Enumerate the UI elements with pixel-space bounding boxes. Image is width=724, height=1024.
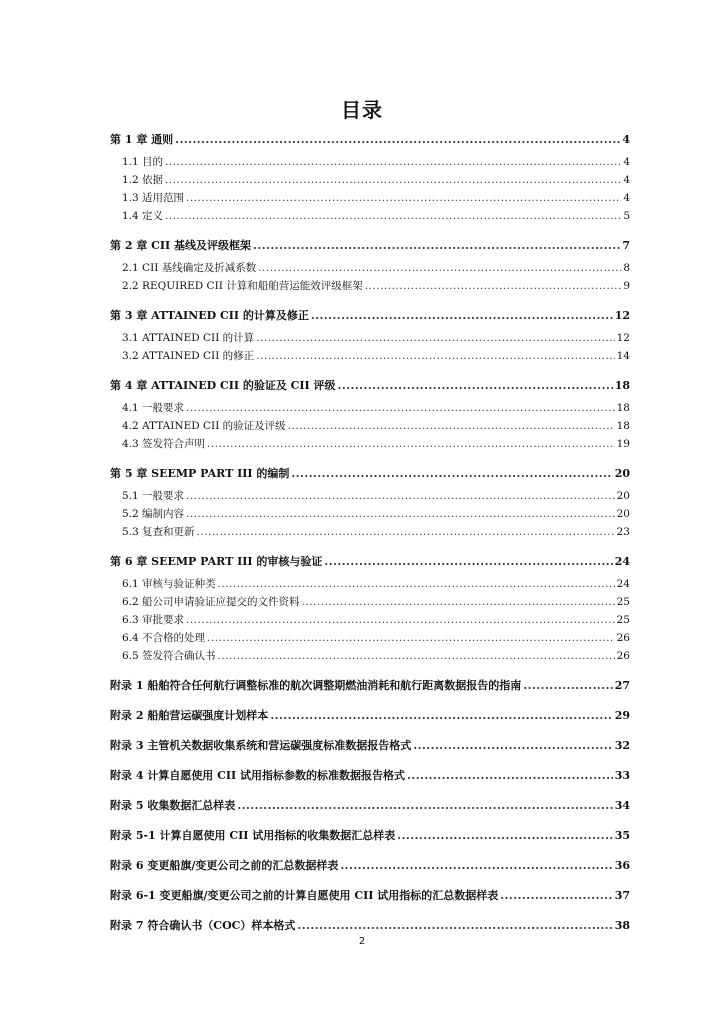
- toc-leader-dots: [165, 154, 621, 170]
- toc-leader-dots: [256, 330, 614, 346]
- toc-leader-dots: [311, 308, 613, 324]
- toc-leader-dots: [186, 190, 621, 206]
- toc-entry-label: 附录 4 计算自愿使用 CII 试用指标参数的标准数据报告格式: [110, 769, 406, 782]
- toc-leader-dots: [186, 612, 615, 628]
- toc-leader-dots: [237, 798, 612, 814]
- toc-section-entry[interactable]: [122, 208, 630, 224]
- page-number: 2: [358, 936, 366, 947]
- toc-section-entry[interactable]: [122, 278, 630, 294]
- toc-chapter-entry[interactable]: [110, 132, 630, 148]
- toc-section-entry[interactable]: [122, 524, 630, 540]
- toc-entry-page: 4: [622, 133, 630, 146]
- toc-entry-label: 4.1 一般要求: [122, 402, 185, 414]
- toc-leader-dots: [365, 278, 622, 294]
- toc-leader-dots: [500, 888, 612, 904]
- toc-entry-page: 20: [614, 467, 630, 480]
- toc-entry-label: 6.5 签发符合确认书: [122, 650, 216, 662]
- toc-entry-page: 14: [616, 350, 630, 362]
- toc-leader-dots: [207, 630, 615, 646]
- toc-leader-dots: [291, 466, 612, 482]
- toc-entry-page: 18: [616, 420, 630, 432]
- toc-section-entry[interactable]: [122, 172, 630, 188]
- toc-leader-dots: [413, 738, 612, 754]
- toc-entry-label: 1.3 适用范围: [122, 192, 185, 204]
- toc-leader-dots: [186, 488, 615, 504]
- toc-entry-label: 4.2 ATTAINED CII 的验证及评级: [122, 420, 286, 432]
- toc-chapter-entry[interactable]: [110, 858, 630, 874]
- toc-entry-page: 19: [616, 438, 630, 450]
- toc-entry-label: 第 4 章 ATTAINED CII 的验证及 CII 评级: [110, 379, 336, 392]
- toc-entry-page: 25: [616, 614, 630, 626]
- toc-section-entry[interactable]: [122, 436, 630, 452]
- toc-leader-dots: [340, 858, 612, 874]
- toc-entry-label: 2.2 REQUIRED CII 计算和船舶营运能效评级框架: [122, 280, 363, 292]
- toc-entry-label: 5.1 一般要求: [122, 490, 185, 502]
- toc-chapter-entry[interactable]: [110, 708, 630, 724]
- toc-section-entry[interactable]: [122, 348, 630, 364]
- toc-leader-dots: [197, 524, 615, 540]
- toc-entry-label: 第 5 章 SEEMP PART III 的编制: [110, 467, 290, 480]
- toc-chapter-entry[interactable]: [110, 238, 630, 254]
- toc-entry-label: 2.1 CII 基线确定及折减系数: [122, 262, 257, 274]
- toc-entry-page: 23: [616, 526, 630, 538]
- toc-chapter-entry[interactable]: [110, 918, 630, 934]
- toc-leader-dots: [407, 768, 613, 784]
- toc-chapter-entry[interactable]: [110, 738, 630, 754]
- toc-section-entry[interactable]: [122, 488, 630, 504]
- toc-entry-page: 26: [616, 650, 630, 662]
- toc-entry-label: 附录 5-1 计算自愿使用 CII 试用指标的收集数据汇总样表: [110, 829, 396, 842]
- toc-chapter-entry[interactable]: [110, 828, 630, 844]
- toc-leader-dots: [270, 708, 612, 724]
- toc-entry-page: 12: [616, 332, 630, 344]
- toc-entry-label: 附录 1 船舶符合任何航行调整标准的航次调整期燃油消耗和航行距离数据报告的指南: [110, 679, 522, 692]
- toc-entry-page: 27: [614, 679, 630, 692]
- toc-section-entry[interactable]: [122, 594, 630, 610]
- toc-chapter-entry[interactable]: [110, 768, 630, 784]
- toc-chapter-entry[interactable]: [110, 466, 630, 482]
- toc-entry-label: 第 1 章 通则: [110, 133, 174, 146]
- toc-section-entry[interactable]: [122, 154, 630, 170]
- toc-section-entry[interactable]: [122, 506, 630, 522]
- toc-entry-page: 32: [614, 739, 630, 752]
- toc-entry-label: 5.3 复查和更新: [122, 526, 195, 538]
- toc-section-entry[interactable]: [122, 260, 630, 276]
- toc-entry-label: 5.2 编制内容: [122, 508, 185, 520]
- toc-entry-label: 3.2 ATTAINED CII 的修正: [122, 350, 255, 362]
- toc-leader-dots: [302, 594, 615, 610]
- toc-entry-label: 附录 7 符合确认书（COC）样本格式: [110, 919, 296, 932]
- toc-entry-page: 20: [616, 490, 630, 502]
- toc-leader-dots: [288, 418, 615, 434]
- toc-section-entry[interactable]: [122, 630, 630, 646]
- toc-leader-dots: [218, 576, 615, 592]
- toc-leader-dots: [297, 918, 612, 934]
- toc-entry-page: 18: [616, 402, 630, 414]
- toc-entry-page: 25: [616, 596, 630, 608]
- toc-chapter-entry[interactable]: [110, 308, 630, 324]
- toc-leader-dots: [397, 828, 612, 844]
- toc-section-entry[interactable]: [122, 400, 630, 416]
- toc-entry-page: 12: [614, 309, 630, 322]
- toc-entry-label: 1.2 依据: [122, 174, 164, 186]
- toc-entry-label: 6.1 审核与验证种类: [122, 578, 216, 590]
- toc-leader-dots: [324, 554, 612, 570]
- toc-leader-dots: [165, 208, 621, 224]
- toc-entry-label: 6.3 审批要求: [122, 614, 185, 626]
- toc-entry-page: 4: [623, 174, 630, 186]
- toc-chapter-entry[interactable]: [110, 798, 630, 814]
- toc-entry-label: 附录 6-1 变更船旗/变更公司之前的计算自愿使用 CII 试用指标的汇总数据样表: [110, 889, 499, 902]
- toc-leader-dots: [175, 132, 620, 148]
- toc-leader-dots: [207, 436, 615, 452]
- toc-entry-page: 33: [614, 769, 630, 782]
- toc-entry-page: 29: [614, 709, 630, 722]
- toc-entry-label: 第 2 章 CII 基线及评级框架: [110, 239, 252, 252]
- toc-entry-page: 34: [614, 799, 630, 812]
- toc-entry-label: 1.4 定义: [122, 210, 164, 222]
- toc-entry-page: 37: [614, 889, 630, 902]
- toc-entry-page: 38: [614, 919, 630, 932]
- toc-chapter-entry[interactable]: [110, 888, 630, 904]
- toc-entry-label: 附录 3 主管机关数据收集系统和营运碳强度标准数据报告格式: [110, 739, 412, 752]
- toc-entry-label: 6.2 船公司申请验证应提交的文件资料: [122, 596, 300, 608]
- toc-section-entry[interactable]: [122, 612, 630, 628]
- toc-leader-dots: [256, 348, 614, 364]
- toc-entry-page: 24: [616, 578, 630, 590]
- toc-entry-label: 第 3 章 ATTAINED CII 的计算及修正: [110, 309, 309, 322]
- toc-entry-page: 18: [614, 379, 630, 392]
- toc-leader-dots: [186, 506, 615, 522]
- toc-entry-label: 1.1 目的: [122, 156, 164, 168]
- toc-leader-dots: [338, 378, 613, 394]
- toc-section-entry[interactable]: [122, 418, 630, 434]
- toc-entry-label: 4.3 签发符合声明: [122, 438, 206, 450]
- toc-section-entry[interactable]: [122, 576, 630, 592]
- toc-entry-page: 20: [616, 508, 630, 520]
- toc-section-entry[interactable]: [122, 648, 630, 664]
- toc-entry-page: 36: [614, 859, 630, 872]
- toc-leader-dots: [523, 678, 612, 694]
- toc-entry-page: 5: [623, 210, 630, 222]
- toc-entry-label: 附录 5 收集数据汇总样表: [110, 799, 236, 812]
- toc-chapter-entry[interactable]: [110, 378, 630, 394]
- toc-entry-page: 4: [623, 192, 630, 204]
- toc-leader-dots: [186, 400, 615, 416]
- toc-entry-label: 附录 2 船舶营运碳强度计划样本: [110, 709, 269, 722]
- toc-entry-page: 35: [614, 829, 630, 842]
- toc-leader-dots: [218, 648, 615, 664]
- toc-leader-dots: [165, 172, 621, 188]
- toc-entry-label: 6.4 不合格的处理: [122, 632, 206, 644]
- toc-entry-page: 24: [614, 555, 630, 568]
- toc-entry-page: 26: [616, 632, 630, 644]
- toc-section-entry[interactable]: [122, 190, 630, 206]
- toc-leader-dots: [253, 238, 620, 254]
- toc-section-entry[interactable]: [122, 330, 630, 346]
- toc-entry-page: 9: [623, 280, 630, 292]
- toc-entry-page: 4: [623, 156, 630, 168]
- toc-entry-label: 附录 6 变更船旗/变更公司之前的汇总数据样表: [110, 859, 339, 872]
- toc-title: 目录: [341, 98, 383, 122]
- toc-leader-dots: [258, 260, 621, 276]
- toc-entry-page: 7: [622, 239, 630, 252]
- toc-chapter-entry[interactable]: [110, 678, 630, 694]
- toc-entry-label: 3.1 ATTAINED CII 的计算: [122, 332, 255, 344]
- toc-entry-page: 8: [623, 262, 630, 274]
- toc-entry-label: 第 6 章 SEEMP PART III 的审核与验证: [110, 555, 323, 568]
- toc-chapter-entry[interactable]: [110, 554, 630, 570]
